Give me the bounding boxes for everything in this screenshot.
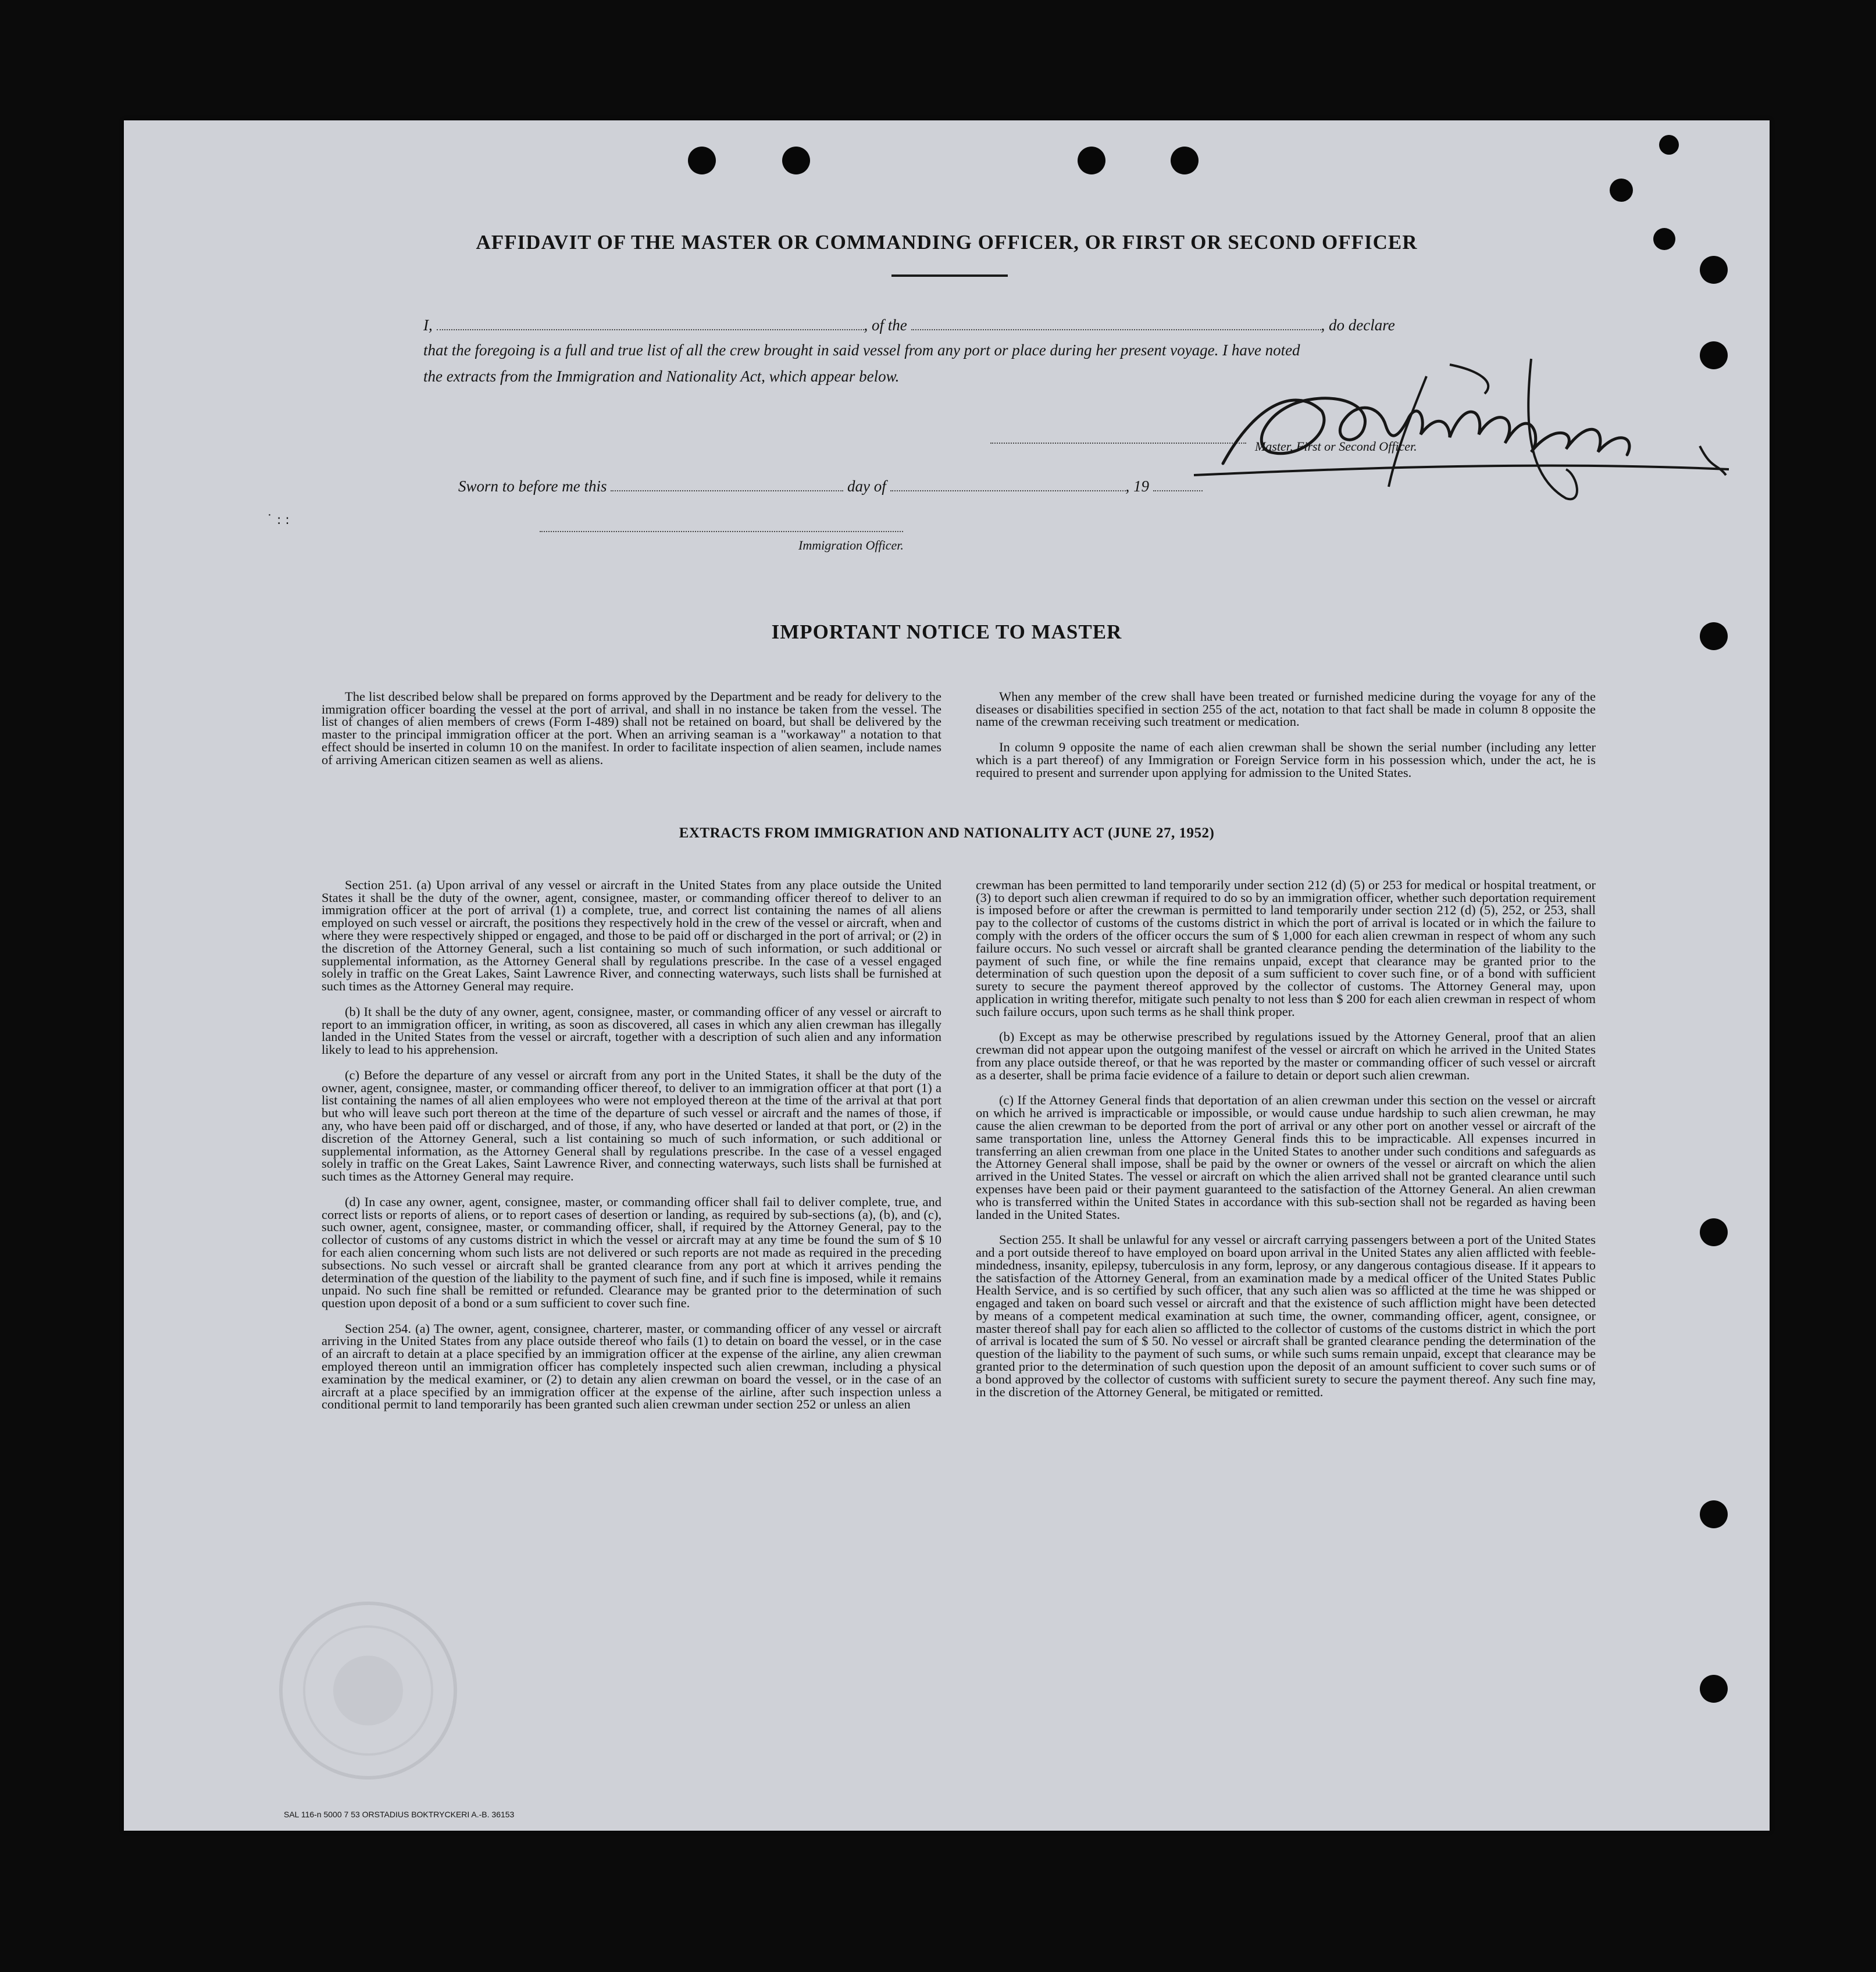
- sworn-day-of: day of: [847, 477, 886, 495]
- binder-hole: [1700, 1675, 1728, 1703]
- section-255: Section 255. It shall be unlawful for any vessel or aircraft carrying passengers between a port of the United States and a port outside thereof to have employed on board upon arrival in the United States any alien afflicted with feeble-mindedness, insanity, epilepsy, tuberculosis in any form, leprosy, or any dangerous contagious disease. If it appears to the satisfaction of the Attorney General, from an examination made by a medical officer of the United States Public Health Service, and is so certified by such officer, that any such alien was so afflicted at the time he was shipped or engaged and taken on board such vessel or aircraft and that the existence of such affliction might have been detected by means of a competent medical examination at such time, the owner, commanding officer, agent, consignee, or master thereof shall pay for each alien so afflicted to the collector of customs of the customs district in which the port of arrival is located the sum of $ 50. No vessel or aircraft shall be granted clearance pending the determination of the question of the liability to the payment of such sums, or while such sums remain unpaid, except that clearance may be granted prior to the determination of such question upon the deposit of an amount sufficient to cover such sums or of a bond approved by the collector of customs with sufficient surety to secure the payment thereof. Any such fine may, in the discretion of the Attorney General, be mitigated or remitted.: [976, 1232, 1596, 1399]
- affidavit-text-line: that the foregoing is a full and true list of all the crew brought in said vessel from any port or place during her present voyage. I have noted: [423, 341, 1300, 359]
- declaration-i: I,: [423, 316, 433, 334]
- binder-hole: [782, 147, 810, 174]
- vessel-blank[interactable]: [911, 315, 1321, 330]
- section-254-c: (c) If the Attorney General finds that deportation of an alien crewman under this section on the vessel or aircraft on which he arrived is impracticable or impossible, or would cause undue hardship to such alien crewman, he may cause the alien crewman to be deported from the port of arrival or any other port on another vessel or aircraft of the same transportation line, unless the Attorney General finds this to be impracticable. All expenses incurred in transferring an alien crewman from one place in the United States to another under such conditions and safeguards as the Attorney General shall impose, shall be paid by the owner or owners of the vessel or aircraft on which the alien arrived in the United States. The vessel or aircraft on which the alien arrived shall not be granted clearance until such expenses have been paid or their payment guaranteed to the satisfaction of the Attorney General. An alien crewman who is transferred within the United States in accordance with this sub-section shall not be regarded as having been landed in the United States.: [976, 1093, 1596, 1222]
- sworn-year-prefix: , 19: [1125, 477, 1149, 495]
- notice-right-column: [976, 677, 1596, 791]
- officer-signature-blank[interactable]: [540, 517, 903, 532]
- affidavit-text-line: the extracts from the Immigration and Nationality Act, which appear below.: [423, 368, 900, 385]
- master-label: Master, First or Second Officer.: [1255, 439, 1417, 454]
- sworn-month-blank[interactable]: [890, 476, 1126, 491]
- binder-hole: [1610, 179, 1633, 202]
- officer-label: Immigration Officer.: [798, 538, 904, 552]
- declaration-do-declare: , do declare: [1321, 316, 1395, 334]
- notice-paragraph: When any member of the crew shall have been treated or furnished medicine during the voyage for any of the diseases or disabilities specified in section 255 of the act, notation to that fact shall be made in column 8 opposite the name of the crewman receiving such treatment or medication.: [976, 689, 1596, 729]
- sworn-year-blank[interactable]: [1153, 476, 1203, 491]
- binder-hole: [1700, 256, 1728, 284]
- document-page: [124, 120, 1770, 1831]
- sworn-text: Sworn to before me this: [458, 477, 607, 495]
- binder-hole: [1659, 135, 1679, 155]
- binder-hole: [1078, 147, 1105, 174]
- extracts-right-column: [976, 866, 1596, 1411]
- section-251-b: (b) It shall be the duty of any owner, agent, consignee, master, or commanding officer of any vessel or aircraft to report to an immigration officer, in writing, as soon as discovered, all cases in which any alien crewman has illegally landed in the United States from the vessel or aircraft, together with a description of such alien and any information likely to lead to his apprehension.: [322, 1004, 941, 1057]
- embossed-seal: [275, 1597, 461, 1784]
- form-footer: SAL 116-n 5000 7 53 ORSTADIUS BOKTRYCKERI A.-B. 36153: [284, 1810, 515, 1819]
- sworn-line: [458, 476, 1540, 495]
- binder-hole: [688, 147, 716, 174]
- extracts-title: EXTRACTS FROM IMMIGRATION AND NATIONALITY ACT (JUNE 27, 1952): [679, 825, 1215, 841]
- section-254-b: (b) Except as may be otherwise prescribed by regulations issued by the Attorney General, proof that an alien crewman did not appear upon the outgoing manifest of the vessel or aircraft on which he arrived in the United States from any place outside thereof, or that he was reported by the master or commanding officer of such vessel or aircraft as a deserter, shall be prima facie evidence of a failure to detain or deport such alien crewman.: [976, 1029, 1596, 1082]
- extracts-left-column: [322, 866, 941, 1424]
- notice-paragraph: The list described below shall be prepared on forms approved by the Department and be ready for delivery to the immigration officer boarding the vessel at the port of arrival, and shall in no instance be taken from the vessel. The list of changes of alien members of crews (Form I-489) shall not be retained on board, but shall be delivered by the master to the principal immigration officer at the port. When an arriving seaman is a "workaway" a notation to that effect should be inserted in column 10 on the manifest. In order to facilitate inspection of alien seamen, include names of arriving American citizen seamen as well as aliens.: [322, 689, 941, 767]
- notice-left-column: [322, 677, 941, 779]
- section-254-a-cont: crewman has been permitted to land temporarily under section 212 (d) (5) or 253 for medical or hospital treatment, or (3) to deport such alien crewman if required to do so by an immigration officer, whether such deportation requirement is imposed before or after the crewman is permitted to land temporarily under section 212 (d) (5), 252, or 253, shall pay to the collector of customs of the customs district in which the port of arrival is located or in which the failure to comply with the orders of the officer occurs the sum of $ 1,000 for each alien crewman in respect of whom any such failure occurs. No such vessel or aircraft shall be granted clearance pending the determination of the liability to the payment of such fine, or while the fine remains unpaid, except that clearance may be granted prior to the determination of such question upon the deposit of a sum sufficient to cover such fine, or of a bond with sufficient surety to secure the payment thereof approved by the collector of customs. The Attorney General may, upon application in writing therefor, mitigate such penalty to not less than $ 200 for each alien crewman in respect of whom such failure occurs, upon such terms as he shall think proper.: [976, 877, 1596, 1019]
- section-251-d: (d) In case any owner, agent, consignee, master, or commanding officer shall fail to deliver complete, true, and correct lists or reports of aliens, or to report cases of desertion or landing, as required by sub-sections (a), (b), and (c), such owner, agent, consignee, master, or commanding officer, shall, if required by the Attorney General, pay to the collector of customs of any customs district in which the vessel or aircraft may at any time be found the sum of $ 10 for each alien concerning whom such lists are not delivered or such reports are not made as required in the preceding subsections. No such vessel or aircraft shall be granted clearance from any port at which it arrives pending the determination of the question of the liability to the payment of such fine, and if such fine is imposed, while it remains unpaid. No such fine shall be remitted or refunded. Clearance may be granted prior to the determination of such question upon deposit of a bond or a sum sufficient to cover such fine.: [322, 1194, 941, 1311]
- title-underline: [891, 274, 1008, 277]
- stray-marks: ˙ : :: [266, 513, 290, 527]
- binder-hole: [1171, 147, 1199, 174]
- declaration-of-the: , of the: [864, 316, 907, 334]
- section-251-c: (c) Before the departure of any vessel or aircraft from any port in the United States, it shall be the duty of the owner, agent, consignee, master, or commanding officer thereof, to deliver to an immigration officer at that port (1) a list containing the names of all alien employees who were not employed thereon at the time of the arrival at that port but who will leave such port thereon at the time of the departure of such vessel or aircraft and the names of those, if any, who have been paid off or discharged, and of those, if any, who have deserted or landed at that port, or (2) in the discretion of the Attorney General, such a list containing so much of such information, or such additional or supplemental information, as the Attorney General shall by regulations prescribe. In the case of a vessel engaged solely in traffic on the Great Lakes, Saint Lawrence River, and connecting waterways, such lists shall be furnished at such times as the Attorney General may require.: [322, 1067, 941, 1184]
- binder-hole: [1700, 1500, 1728, 1528]
- sworn-day-blank[interactable]: [611, 476, 843, 491]
- notice-paragraph: In column 9 opposite the name of each alien crewman shall be shown the serial number (including any letter which is a part thereof) of any Immigration or Foreign Service form in his possession which, under the act, he is required to present and surrender upon applying for admission to the United States.: [976, 739, 1596, 780]
- section-254-a: Section 254. (a) The owner, agent, consignee, charterer, master, or commanding officer of any vessel or aircraft arriving in the United States from any place outside thereof who fails (1) to detain on board the vessel, or in the case of an aircraft to detain at a place specified by an immigration officer at the expense of the airline, any alien crewman employed thereon until an immigration officer has completely inspected such alien crewman, including a physical examination by the medical examiner, or (2) to detain any alien crewman on board the vessel, or in the case of an aircraft at a place specified by an immigration officer at the expense of the airline, after such inspection unless a conditional permit to land temporarily has been granted such alien crewman under section 252 or unless an alien: [322, 1321, 941, 1412]
- section-251-a: Section 251. (a) Upon arrival of any vessel or aircraft in the United States from any place outside the United States it shall be the duty of the owner, agent, consignee, master, or commanding officer thereof to deliver to an immigration officer at the port of arrival (1) a complete, true, and correct list containing the names of all aliens employed on such vessel or aircraft, the positions they respectively hold in the crew of the vessel or aircraft, when and where they were respectively shipped or engaged, and those to be paid off or discharged in the port of arrival; or (2) in the discretion of the Attorney General, such a list containing so much of such information, or such additional or supplemental information, as the Attorney General shall by regulations prescribe. In the case of a vessel engaged solely in traffic on the Great Lakes, Saint Lawrence River, and connecting waterways, such lists shall be furnished at such times as the Attorney General may require.: [322, 877, 941, 994]
- binder-hole: [1700, 1218, 1728, 1246]
- notice-title: IMPORTANT NOTICE TO MASTER: [771, 621, 1122, 643]
- affidavit-title: AFFIDAVIT OF THE MASTER OR COMMANDING OFFICER, OR FIRST OR SECOND OFFICER: [476, 231, 1418, 254]
- name-blank[interactable]: [437, 315, 864, 330]
